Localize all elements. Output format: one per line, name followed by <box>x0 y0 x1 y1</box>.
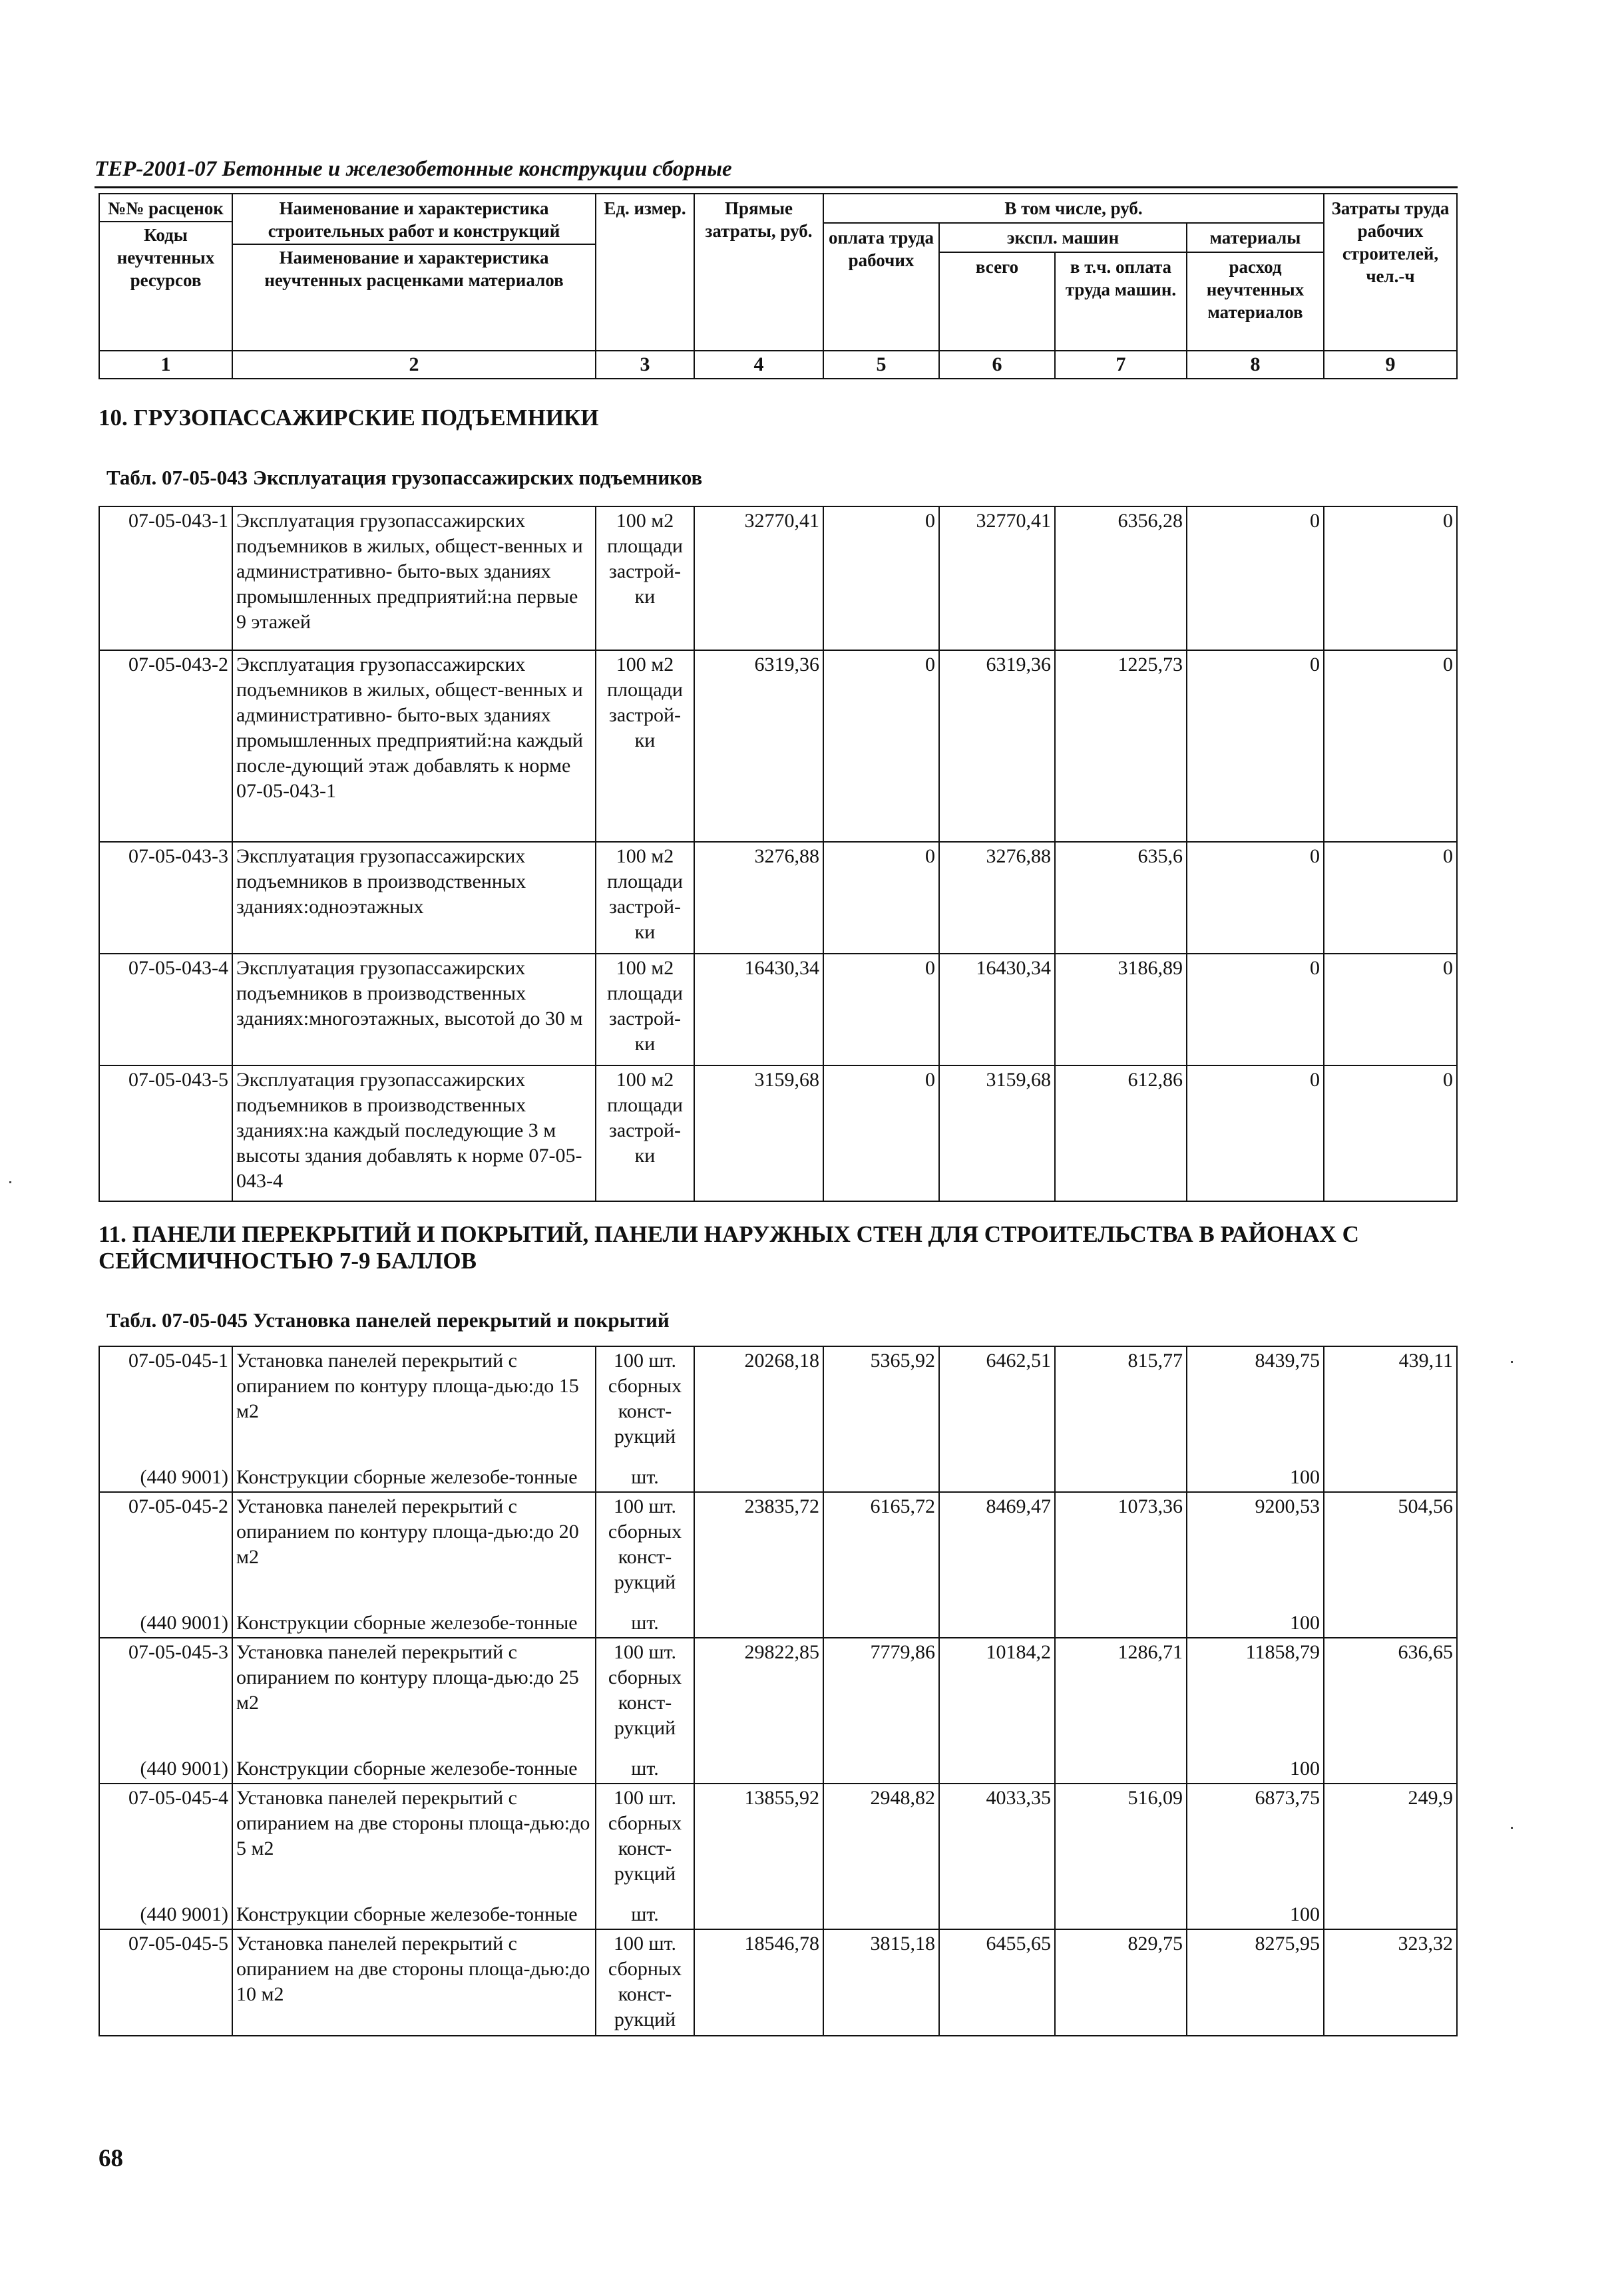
unit-of-measure: 100 шт. сборных конст-рукций <box>596 1784 694 1901</box>
work-name: Установка панелей перекрытий с опиранием на две стороны площа-дью:до 10 м2 <box>232 1929 596 2036</box>
work-name: Эксплуатация грузопассажирских подъемников в производственных зданиях:одноэтажных <box>232 842 596 954</box>
empty-cell <box>1055 1463 1187 1492</box>
labor-hours: 636,65 <box>1324 1638 1457 1755</box>
empty-cell <box>694 1609 823 1638</box>
labor-hours: 0 <box>1324 954 1457 1065</box>
resource-row <box>99 1901 1457 1929</box>
resource-unit: шт. <box>596 1609 694 1638</box>
empty-cell <box>939 1755 1055 1784</box>
labor-pay: 0 <box>823 506 939 650</box>
labor-pay: 3815,18 <box>823 1929 939 2036</box>
header-rule <box>95 186 1458 188</box>
machines-header: экспл. машин <box>939 223 1187 252</box>
empty-cell <box>1055 1609 1187 1638</box>
labor-hours: 0 <box>1324 842 1457 954</box>
machine-costs: 10184,2 <box>939 1638 1055 1755</box>
empty-cell <box>694 1901 823 1929</box>
col1-bottom-label: Коды неучтенных ресурсов <box>100 221 232 291</box>
empty-cell <box>939 1463 1055 1492</box>
direct-costs: 3159,68 <box>694 1065 823 1201</box>
empty-cell <box>823 1609 939 1638</box>
unit-of-measure: 100 шт. сборных конст-рукций <box>596 1492 694 1609</box>
col5-header: оплата труда рабочих <box>823 223 939 351</box>
resource-quantity: 100 <box>1187 1463 1324 1492</box>
direct-costs: 16430,34 <box>694 954 823 1065</box>
materials-costs: 0 <box>1187 842 1324 954</box>
materials-costs: 11858,79 <box>1187 1638 1324 1755</box>
column-number: 1 <box>99 351 232 379</box>
machine-costs: 4033,35 <box>939 1784 1055 1901</box>
rate-code: 07-05-045-2 <box>99 1492 232 1609</box>
machine-costs: 3159,68 <box>939 1065 1055 1201</box>
labor-pay: 0 <box>823 954 939 1065</box>
column-number: 8 <box>1187 351 1324 379</box>
resource-quantity: 100 <box>1187 1609 1324 1638</box>
section-10-title: 10. ГРУЗОПАССАЖИРСКИЕ ПОДЪЕМНИКИ <box>99 405 599 431</box>
rate-code: 07-05-045-4 <box>99 1784 232 1901</box>
table-row <box>99 1929 1457 2036</box>
work-name: Установка панелей перекрытий с опиранием по контуру площа-дью:до 20 м2 <box>232 1492 596 1609</box>
empty-cell <box>694 1755 823 1784</box>
machine-labor-pay: 612,86 <box>1055 1065 1187 1201</box>
empty-cell <box>823 1755 939 1784</box>
unit-of-measure: 100 м2 площади застрой-ки <box>596 506 694 650</box>
rate-code: 07-05-045-5 <box>99 1929 232 2036</box>
resource-unit: шт. <box>596 1755 694 1784</box>
scan-mark <box>1511 1827 1513 1829</box>
machine-costs: 32770,41 <box>939 506 1055 650</box>
machine-labor-pay: 635,6 <box>1055 842 1187 954</box>
labor-hours: 0 <box>1324 506 1457 650</box>
col2-top-label: Наименование и характеристика строительных работ и конструкций <box>268 198 560 241</box>
table-row <box>99 842 1457 954</box>
resource-quantity: 100 <box>1187 1901 1324 1929</box>
unit-of-measure: 100 м2 площади застрой-ки <box>596 650 694 842</box>
table-row <box>99 954 1457 1065</box>
col7-header: в т.ч. оплата труда машин. <box>1055 252 1187 351</box>
resource-name: Конструкции сборные железобе-тонные <box>232 1463 596 1492</box>
resource-row <box>99 1609 1457 1638</box>
empty-cell <box>1324 1463 1457 1492</box>
col2-bottom-label: Наименование и характеристика неучтенных расценками материалов <box>233 244 595 291</box>
unit-of-measure: 100 м2 площади застрой-ки <box>596 954 694 1065</box>
labor-pay: 7779,86 <box>823 1638 939 1755</box>
column-number: 5 <box>823 351 939 379</box>
labor-pay: 0 <box>823 1065 939 1201</box>
labor-pay: 2948,82 <box>823 1784 939 1901</box>
column-number: 9 <box>1324 351 1457 379</box>
table-07-05-045 <box>99 1346 1458 2036</box>
column-number: 2 <box>232 351 596 379</box>
col4-header: Прямые затраты, руб. <box>694 194 823 351</box>
col8-header: расход неучтенных материалов <box>1187 252 1324 351</box>
empty-cell <box>1055 1901 1187 1929</box>
direct-costs: 3276,88 <box>694 842 823 954</box>
materials-costs: 8275,95 <box>1187 1929 1324 2036</box>
labor-hours: 504,56 <box>1324 1492 1457 1609</box>
table-row <box>99 650 1457 842</box>
labor-hours: 439,11 <box>1324 1346 1457 1463</box>
empty-cell <box>1055 1755 1187 1784</box>
materials-costs: 0 <box>1187 954 1324 1065</box>
work-name: Эксплуатация грузопассажирских подъемников в жилых, общест-венных и административно- быто-вых зданиях промышленных предприятий:на каждый после-дующий этаж добавлять к норме 07-05-043-1 <box>232 650 596 842</box>
direct-costs: 32770,41 <box>694 506 823 650</box>
rate-code: 07-05-043-3 <box>99 842 232 954</box>
work-name: Эксплуатация грузопассажирских подъемников в производственных зданиях:многоэтажных, высотой до 30 м <box>232 954 596 1065</box>
materials-costs: 6873,75 <box>1187 1784 1324 1901</box>
machine-labor-pay: 516,09 <box>1055 1784 1187 1901</box>
running-header: ТЕР-2001-07 Бетонные и железобетонные конструкции сборные <box>95 157 732 181</box>
labor-pay: 0 <box>823 842 939 954</box>
section-11-title: 11. ПАНЕЛИ ПЕРЕКРЫТИЙ И ПОКРЫТИЙ, ПАНЕЛИ НАРУЖНЫХ СТЕН ДЛЯ СТРОИТЕЛЬСТВА В РАЙОНАХ С СЕЙСМИЧНОСТЬЮ 7-9 БАЛЛОВ <box>99 1221 1359 1274</box>
rate-code: 07-05-043-2 <box>99 650 232 842</box>
machine-costs: 3276,88 <box>939 842 1055 954</box>
labor-hours: 249,9 <box>1324 1784 1457 1901</box>
scan-mark <box>1511 1361 1513 1363</box>
labor-hours: 323,32 <box>1324 1929 1457 2036</box>
direct-costs: 13855,92 <box>694 1784 823 1901</box>
empty-cell <box>694 1463 823 1492</box>
table-row <box>99 506 1457 650</box>
resource-code: (440 9001) <box>99 1609 232 1638</box>
machine-labor-pay: 1073,36 <box>1055 1492 1187 1609</box>
resource-code: (440 9001) <box>99 1463 232 1492</box>
resource-code: (440 9001) <box>99 1901 232 1929</box>
resource-row <box>99 1755 1457 1784</box>
unit-of-measure: 100 шт. сборных конст-рукций <box>596 1638 694 1755</box>
machine-labor-pay: 3186,89 <box>1055 954 1187 1065</box>
resource-name: Конструкции сборные железобе-тонные <box>232 1901 596 1929</box>
col1-header <box>99 194 232 351</box>
col6-header: всего <box>939 252 1055 351</box>
empty-cell <box>823 1463 939 1492</box>
labor-hours: 0 <box>1324 650 1457 842</box>
resource-unit: шт. <box>596 1901 694 1929</box>
resource-row <box>99 1463 1457 1492</box>
column-number: 3 <box>596 351 694 379</box>
direct-costs: 23835,72 <box>694 1492 823 1609</box>
direct-costs: 29822,85 <box>694 1638 823 1755</box>
resource-name: Конструкции сборные железобе-тонные <box>232 1609 596 1638</box>
scan-mark <box>9 1181 11 1183</box>
materials-costs: 8439,75 <box>1187 1346 1324 1463</box>
materials-header: материалы <box>1187 223 1324 252</box>
column-header-table <box>99 193 1458 379</box>
machine-labor-pay: 6356,28 <box>1055 506 1187 650</box>
table-row <box>99 1065 1457 1201</box>
labor-pay: 5365,92 <box>823 1346 939 1463</box>
materials-costs: 0 <box>1187 506 1324 650</box>
machine-costs: 16430,34 <box>939 954 1055 1065</box>
empty-cell <box>939 1609 1055 1638</box>
machine-costs: 6455,65 <box>939 1929 1055 2036</box>
materials-costs: 0 <box>1187 650 1324 842</box>
machine-costs: 8469,47 <box>939 1492 1055 1609</box>
unit-of-measure: 100 шт. сборных конст-рукций <box>596 1929 694 2036</box>
empty-cell <box>1324 1901 1457 1929</box>
direct-costs: 20268,18 <box>694 1346 823 1463</box>
unit-of-measure: 100 шт. сборных конст-рукций <box>596 1346 694 1463</box>
machine-labor-pay: 1286,71 <box>1055 1638 1187 1755</box>
table-row <box>99 1492 1457 1609</box>
table-row <box>99 1638 1457 1755</box>
col1-top-label: №№ расценок <box>108 198 224 218</box>
table-row <box>99 1346 1457 1463</box>
column-numbers-row <box>99 351 1457 379</box>
machine-labor-pay: 1225,73 <box>1055 650 1187 842</box>
materials-costs: 9200,53 <box>1187 1492 1324 1609</box>
col3-header: Ед. измер. <box>596 194 694 351</box>
rate-code: 07-05-045-1 <box>99 1346 232 1463</box>
empty-cell <box>939 1901 1055 1929</box>
rate-code: 07-05-043-5 <box>99 1065 232 1201</box>
direct-costs: 6319,36 <box>694 650 823 842</box>
table-07-05-045-title: Табл. 07-05-045 Установка панелей перекрытий и покрытий <box>106 1308 670 1332</box>
table-07-05-043 <box>99 506 1458 1202</box>
resource-quantity: 100 <box>1187 1755 1324 1784</box>
empty-cell <box>1324 1755 1457 1784</box>
machine-labor-pay: 815,77 <box>1055 1346 1187 1463</box>
machine-labor-pay: 829,75 <box>1055 1929 1187 2036</box>
rate-code: 07-05-043-1 <box>99 506 232 650</box>
col2-header <box>232 194 596 351</box>
materials-costs: 0 <box>1187 1065 1324 1201</box>
direct-costs: 18546,78 <box>694 1929 823 2036</box>
empty-cell <box>1324 1609 1457 1638</box>
column-number: 7 <box>1055 351 1187 379</box>
column-number: 6 <box>939 351 1055 379</box>
unit-of-measure: 100 м2 площади застрой-ки <box>596 842 694 954</box>
rate-code: 07-05-043-4 <box>99 954 232 1065</box>
rate-code: 07-05-045-3 <box>99 1638 232 1755</box>
labor-pay: 6165,72 <box>823 1492 939 1609</box>
table-row <box>99 1784 1457 1901</box>
group-header: В том числе, руб. <box>823 194 1324 223</box>
labor-hours: 0 <box>1324 1065 1457 1201</box>
work-name: Установка панелей перекрытий с опиранием по контуру площа-дью:до 15 м2 <box>232 1346 596 1463</box>
column-number: 4 <box>694 351 823 379</box>
machine-costs: 6319,36 <box>939 650 1055 842</box>
unit-of-measure: 100 м2 площади застрой-ки <box>596 1065 694 1201</box>
labor-pay: 0 <box>823 650 939 842</box>
col9-header: Затраты труда рабочих строителей, чел.-ч <box>1324 194 1457 351</box>
resource-unit: шт. <box>596 1463 694 1492</box>
work-name: Установка панелей перекрытий с опиранием по контуру площа-дью:до 25 м2 <box>232 1638 596 1755</box>
work-name: Установка панелей перекрытий с опиранием на две стороны площа-дью:до 5 м2 <box>232 1784 596 1901</box>
page-number: 68 <box>99 2145 123 2172</box>
work-name: Эксплуатация грузопассажирских подъемников в жилых, общест-венных и административно- быто-вых зданиях промышленных предприятий:на первые 9 этажей <box>232 506 596 650</box>
machine-costs: 6462,51 <box>939 1346 1055 1463</box>
resource-name: Конструкции сборные железобе-тонные <box>232 1755 596 1784</box>
empty-cell <box>823 1901 939 1929</box>
work-name: Эксплуатация грузопассажирских подъемников в производственных зданиях:на каждый последующие 3 м высоты здания добавлять к норме 07-05-043-4 <box>232 1065 596 1201</box>
resource-code: (440 9001) <box>99 1755 232 1784</box>
table-07-05-043-title: Табл. 07-05-043 Эксплуатация грузопассажирских подъемников <box>106 466 703 489</box>
